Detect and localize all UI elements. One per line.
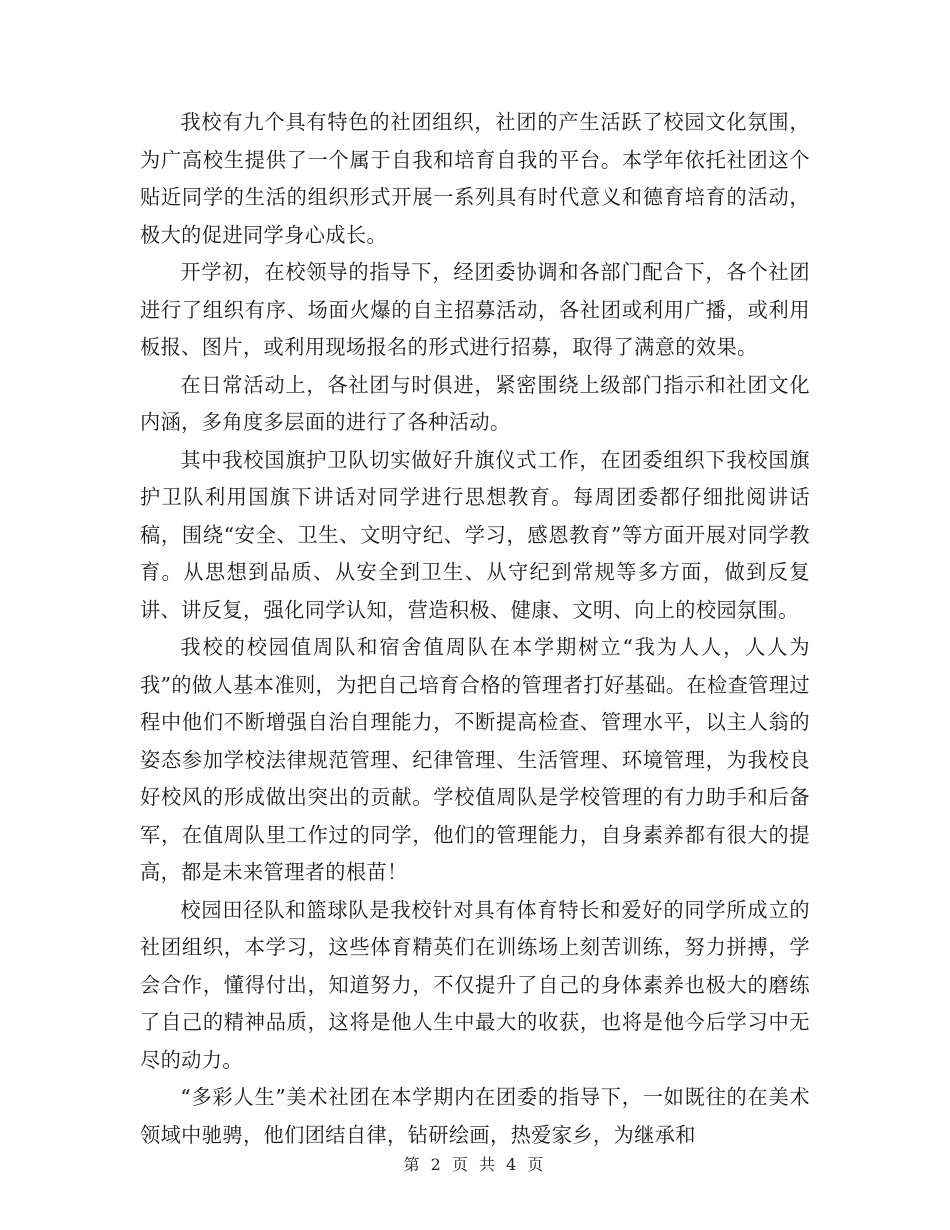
- document-body: [140, 104, 810, 1154]
- paragraph: 其中我校国旗护卫队切实做好升旗仪式工作，在团委组织下我校国旗护卫队利用国旗下讲话对同学进行思想教育。每周团委都仔细批阅讲话稿，围绕“安全、卫生、文明守纪、学习，感恩教育”等方面开展对同学教育。从思想到品质、从安全到卫生、从守纪到常规等多方面，做到反复讲、讲反复，强化同学认知，营造积极、健康、文明、向上的校园氛围。: [140, 447, 810, 622]
- paragraph: 在日常活动上，各社团与时俱进，紧密围绕上级部门指示和社团文化内涵，多角度多层面的进行了各种活动。: [140, 372, 810, 434]
- paragraph: 我校的校园值周队和宿舍值周队在本学期树立“我为人人，人人为我”的做人基本准则，为把自己培育合格的管理者打好基础。在检查管理过程中他们不断增强自治自理能力，不断提高检查、管理水平，以主人翁的姿态参加学校法律规范管理、纪律管理、生活管理、环境管理，为我校良好校风的形成做出突出的贡献。学校值周队是学校管理的有力助手和后备军，在值周队里工作过的同学，他们的管理能力，自身素养都有很大的提高，都是未来管理者的根苗！: [140, 635, 810, 884]
- paragraph: 校园田径队和篮球队是我校针对具有体育特长和爱好的同学所成立的社团组织，本学习，这些体育精英们在训练场上刻苦训练，努力拼搏，学会合作，懂得付出，知道努力，不仅提升了自己的身体素养也极大的磨练了自己的精神品质，这将是他人生中最大的收获，也将是他今后学习中无尽的动力。: [140, 897, 810, 1072]
- paragraph: “多彩人生”美术社团在本学期内在团委的指导下，一如既往的在美术领域中驰骋，他们团结自律，钻研绘画，热爱家乡，为继承和: [140, 1085, 810, 1147]
- paragraph: 开学初，在校领导的指导下，经团委协调和各部门配合下，各个社团进行了组织有序、场面火爆的自主招募活动，各社团或利用广播，或利用板报、图片，或利用现场报名的形式进行招募，取得了满意的效果。: [140, 260, 810, 359]
- paragraph: 我校有九个具有特色的社团组织，社团的产生活跃了校园文化氛围，为广高校生提供了一个属于自我和培育自我的平台。本学年依托社团这个贴近同学的生活的组织形式开展一系列具有时代意义和德育培育的活动，极大的促进同学身心成长。: [140, 110, 810, 247]
- page-number-footer: 第 2 页 共 4 页: [403, 1155, 547, 1174]
